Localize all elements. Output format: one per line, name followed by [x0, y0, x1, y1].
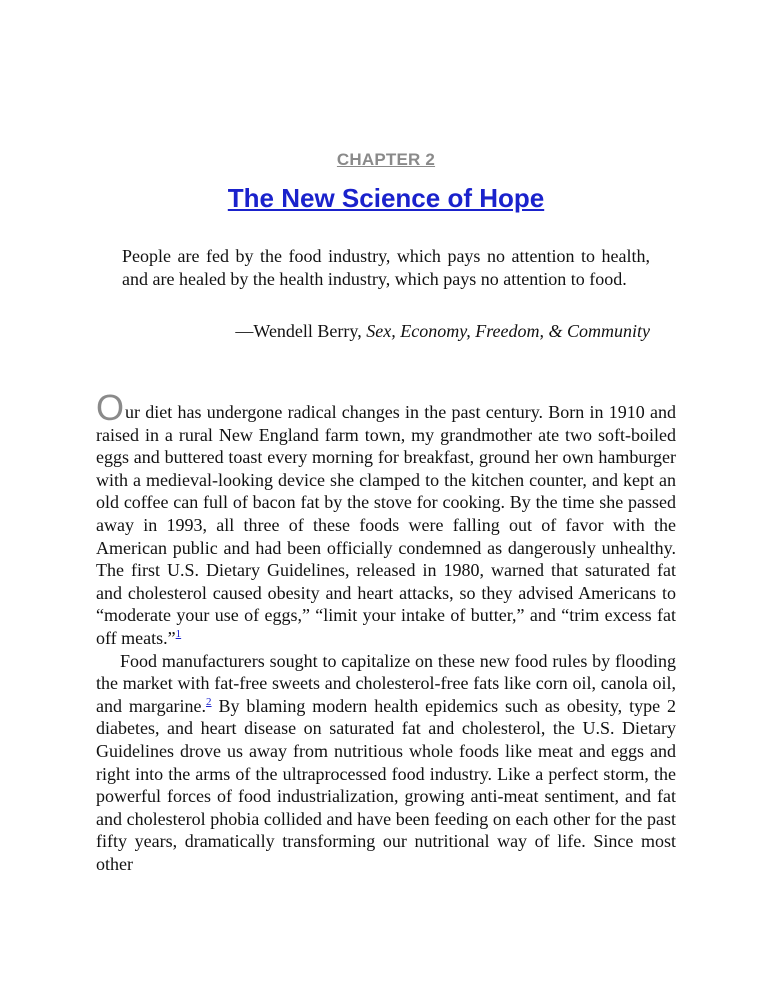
epigraph [122, 245, 650, 291]
paragraph-1-text: ur diet has undergone radical changes in the past century. Born in 1910 and raised in a rural New England farm town, my grandmother ate two soft-boiled eggs and buttered toast every morning for breakfast, ground her own hamburger with a medieval-looking device she clamped to the kitchen counter, and kept an old coffee can full of bacon fat by the stove for cooking. By the time she passed away in 1993, all three of these foods were falling out of favor with the American public and had been officially condemned as dangerously unhealthy. The first U.S. Dietary Guidelines, released in 1980, warned that saturated fat and cholesterol caused obesity and heart attacks, so they advised Americans to “moderate your use of eggs,” “limit your intake of butter,” and “trim excess fat off meats.” [96, 402, 676, 648]
chapter-title[interactable]: The New Science of Hope [227, 183, 545, 213]
drop-cap: O [96, 387, 125, 428]
epigraph-author: —Wendell Berry, [235, 321, 367, 341]
chapter-label: CHAPTER 2 [336, 150, 436, 169]
paragraph-2-text-a: Food manufacturers sought to capitalize on these new food rules by flooding the market with fat-free sweets and cholesterol-free fats like corn oil, canola oil, and margarine. [96, 650, 676, 716]
paragraph-2 [96, 650, 676, 876]
paragraph-2-text-b: By blaming modern health epidemics such as obesity, type 2 diabetes, and heart disease on saturated fat and cholesterol, the U.S. Dietary Guidelines drove us away from nutritious whole foods like meat and eggs and right into the arms of the ultraprocessed food industry. Like a perfect storm, the powerful forces of food industrialization, growing anti-meat sentiment, and fat and cholesterol phobia collided and have been feeding on each other for the past fifty years, dramatically transforming our nutritional way of life. Since most other [96, 695, 676, 874]
footnote-link-2[interactable]: 2 [206, 695, 212, 708]
epigraph-quote: People are fed by the food industry, which pays no attention to health, and are healed by the health industry, which pays no attention to food. [122, 246, 650, 289]
footnote-link-1[interactable]: 1 [175, 627, 182, 640]
chapter-body [96, 387, 676, 875]
epigraph-attribution [122, 320, 650, 343]
epigraph-work: Sex, Economy, Freedom, & Community [366, 321, 650, 341]
paragraph-1 [96, 387, 676, 650]
